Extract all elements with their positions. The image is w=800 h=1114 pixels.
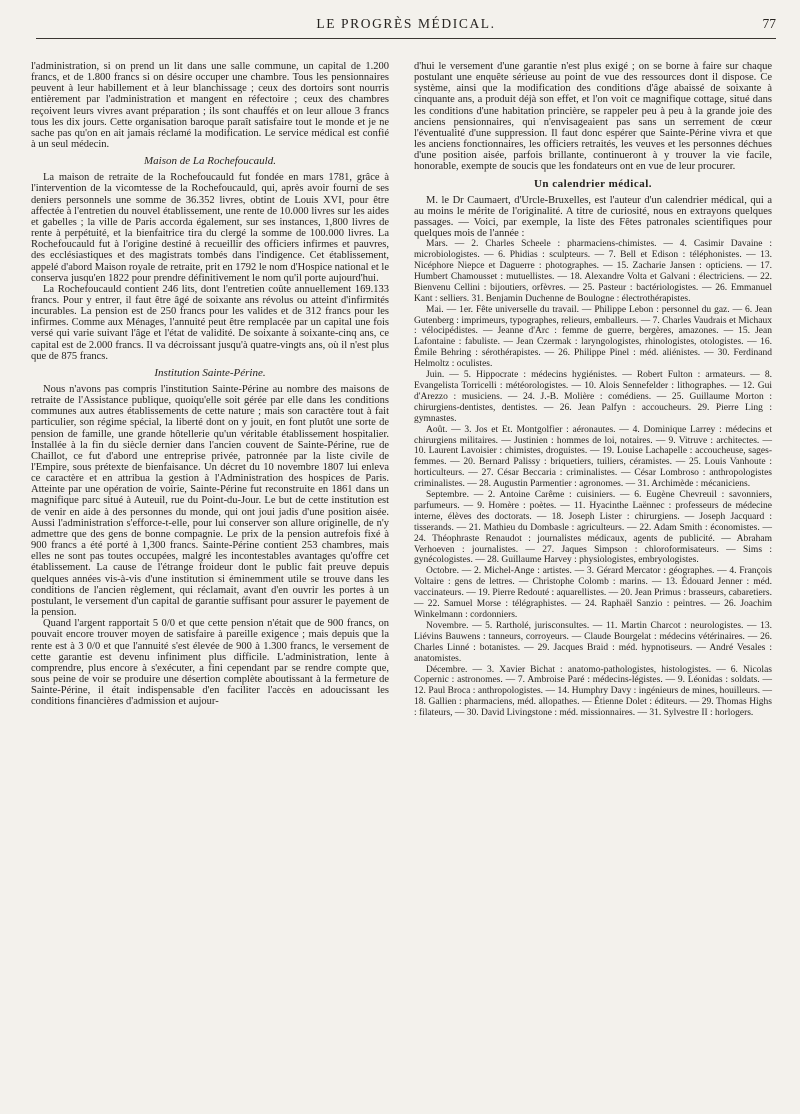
paragraph: d'hui le versement d'une garantie n'est plus exigé ; on se borne à faire sur chaque postulant une enquête sérieuse au point de vue des ressources dont il dispose. Ce système, ainsi que la modification des conditions d'âge abaissé de soixante à cinquante ans, a produit déjà son effet, et l'on voit ce magnifique cottage, situé dans les conditions d'une habitation princière, se rappeler peu à peu à la grande joie des anciens pensionnaires, qui n'envisageaient pas sans un serrement de cœur l'éventualité d'une suppression. Il faut donc espérer que Sainte-Périne vivra et que les anciens fonctionnaires, les officiers retraités, les veuves et les personnes déchues d'une position aisée, parfois brillante, continueront à y trouver la vie facile, honorable, exempte de soucis que les fondateurs ont en vue de leur procurer. (414, 61, 772, 173)
paragraph: La maison de retraite de la Rochefoucauld fut fondée en mars 1781, grâce à l'intervention de la vicomtesse de la Rochefoucauld, qui, après avoir fourni de ses deniers personnels une somme de 36.352 livres, obtint de Louis XVI, pour être affectée à l'entretien du nouvel établissement, une rente de 10.000 livres sur les aides et gabelles ; la ville de Paris accorda également, sur ses instances, 1,800 livres de rente à perpétuité, et la bienfaitrice tira du clergé la somme de 100.000 livres. La Rochefoucauld fut à l'origine destiné à recueillir des officiers infirmes et pauvres, des ecclésiastiques et des magistrats tombés dans l'indigence. Cet établissement, appelé d'abord Maison royale de retraite, prit en 1792 le nom d'Hospice national et le conserva jusqu'en 1822 pour prendre définitivement le nom qu'il porte aujourd'hui. (31, 172, 389, 284)
calendar-month-decembre: Décembre. — 3. Xavier Bichat : anatomo-pathologistes, histologistes. — 6. Nicolas Copernic : astronomes. — 7. Ambroise Paré : médecins-légistes. — 9. Léonidas : soldats. — 12. Paul Broca : anthropologistes. — 14. Humphry Davy : ingénieurs de mines, houilleurs. — 18. Gallien : pharmaciens, méd. allopathes. — Étienne Dolet : éditeurs. — 29. Thomas Highs : filateurs, — 30. David Livingstone : méd. missionnaires. — 31. Sylvestre II : horlogers. (414, 664, 772, 719)
running-header (36, 16, 776, 38)
calendar-month-juin: Juin. — 5. Hippocrate : médecins hygiénistes. — Robert Fulton : armateurs. — 8. Evangelista Torricelli : météorologistes. — 10. Alois Sennefelder : lithographes. — 12. Gui d'Arezzo : musiciens. — 24. J.-B. Molière : comédiens. — 25. Guillaume Morton : chirurgiens-dentistes, dentistes. — 26. Jean Palfyn : accoucheurs. 29. Pierre Ling : gymnastes. (414, 370, 772, 424)
page-number: 77 (762, 16, 776, 31)
section-heading-calendrier: Un calendrier médical. (533, 177, 653, 190)
left-column (31, 61, 389, 707)
paragraph: Quand l'argent rapportait 5 0/0 et que cette pension n'était que de 900 francs, on pouvait encore trouver moyen de satisfaire à pareille exigence ; mais depuis que la rente est à 3 0/0 et que l'annuité s'est élevée de 900 à 1.300 francs, le versement de cette garantie est devenu infiniment plus difficile. L'administration, lente à comprendre, plus encore à s'exécuter, a fini cependant par se rendre compte que, sous peine de voir se produire une désertion complète aboutissant à la fermeture de Sainte-Périne, il était indispensable d'en faciliter l'accès en adoucissant les conditions financières d'admission et aujour- (31, 618, 389, 708)
calendar-month-mars: Mars. — 2. Charles Scheele : pharmaciens-chimistes. — 4. Casimir Davaine : microbiologistes. — 6. Phidias : sculpteurs. — 7. Bell et Edison : téléphonistes. — 13. Nicéphore Niepce et Daguerre : photographes. — 15. Zacharie Jansen : opticiens. — 17. Humbert Chamousset : mutuellistes. — 18. Alexandre Volta et Galvani : électriciens. — 22. Bienvenu Cellini : bijoutiers, orfèvres. — 25. Pasteur : bactériologistes. — 26. Emmanuel Kant : selliers. 31. Benjamin Duchenne de Boulogne : électrothérapistes. (414, 239, 772, 304)
calendar-month-octobre: Octobre. — 2. Michel-Ange : artistes. — 3. Gérard Mercator : géographes. — 4. François Voltaire : gens de lettres. — Christophe Colomb : marins. — 13. Édouard Jenner : méd. vaccinateurs. — 19. Pierre Redouté : aquarellistes. — 20. Jean Primus : brasseurs, cabaretiers. — 22. Samuel Morse : télégraphistes. — 24. Raphaël Sanzio : peintres. — 26. Joachim Winkelmann : cordonniers. (414, 566, 772, 620)
calendar-month-septembre: Septembre. — 2. Antoine Carême : cuisiniers. — 6. Eugène Chevreuil : savonniers, parfumeurs. — 9. Homère : poètes. — 11. Hyacinthe Laënnec : professeurs de médecine interne, élèves des doctorats. — 18. Joseph Lister : chirurgiens. — Joseph Jacquard : tisserands. — 21. Mathieu du Dombasle : agriculteurs. — 22. Adam Smith : économistes. — 24. Théophraste Renaudot : journalistes médicaux, agents de publicité. — Abraham Verhoeven : journalistes. — 27. Jaques Simpson : chloroformisateurs. — Sims : gynécologistes. — 28. Guillaume Harvey : physiologistes, embryologistes. (414, 490, 772, 566)
paragraph: M. le Dr Caumaert, d'Urcle-Bruxelles, est l'auteur d'un calendrier médical, qui a au moins le mérite de l'originalité. A titre de curiosité, nous en extrayons quelques passages. — Voici, par exemple, la liste des Fêtes patronales scientifiques pour quelques mois de l'année : (414, 194, 772, 240)
paragraph: l'administration, si on prend un lit dans une salle commune, un capital de 1.200 francs, et de 1.800 francs si on désire occuper une chambre. Tous les pensionnaires peuvent à leur habillement et à leur blanchissage ; ceux des dortoirs sont nourris entièrement par l'administration et mangent en réfectoire ; ceux des chambres reçoivent leurs vivres avant préparation ; ils sont chauffés et on leur alloue 3 francs tous les dix jours. Cette organisation baroque paraît satisfaire tout le monde et je ne sache pas qu'on en ait jamais réclamé la modification. Le service médical est confié à un seul médecin. (31, 61, 389, 151)
right-column (414, 61, 772, 719)
paragraph: La Rochefoucauld contient 246 lits, dont l'entretien coûte annuellement 169.133 francs. Pour y entrer, il faut être âgé de soixante ans révolus ou atteint d'infirmités incurables. La pension est de 250 francs pour les valides et de 312 francs pour les infirmes. Comme aux Ménages, l'annuité peut être remplacée par un capital une fois versé qui varie suivant l'âge et l'état de validité. De soixante à soixante-cinq ans, ce capital est de 2.000 francs. Il va décroissant jusqu'à quatre-vingts ans, où il n'est plus que de 875 francs. (31, 283, 389, 362)
section-heading-sainte-perine: Institution Sainte-Périne. (154, 366, 266, 379)
calendar-list (414, 239, 772, 719)
calendar-month-mai: Mai. — 1er. Fête universelle du travail. — Philippe Lebon : personnel du gaz. — 6. Jean Gutenberg : imprimeurs, typographes, relieurs, emballeurs. — 7. Charles Vaudrais et Michaux : vélocipédistes. — Jeanne d'Arc : femme de guerre, bergères, amazones. — 15. Jean Lafontaine : fabuliste. — Jean Czermak : laryngologistes, rhinologistes, otologistes. — 16. Émile Behring : sérothérapistes. — 26. Philippe Pinel : méd. aliénistes. — 30. Ferdinand Helmoltz : oculistes. (414, 304, 772, 370)
journal-title: LE PROGRÈS MÉDICAL. (316, 16, 496, 31)
calendar-month-aout: Août. — 3. Jos et Et. Montgolfier : aéronautes. — 4. Dominique Larrey : médecins et chirurgiens militaires. — Justinien : hommes de loi, notaires. — 9. Vitruve : architectes. — 10. Laurent Lavoisier : chimistes, droguistes. — 19. Louise Lachapelle : accoucheuse, sages-femmes. — 20. Bernard Palissy : briquetiers, tuiliers, céramistes. — 25. Louis Vanhoute : horticulteurs. — 27. César Beccaria : criminalistes. — César Lombroso : anthropologistes criminalistes. — 28. Augustin Parmentier : agronomes. — 31. Archimède : mécaniciens. (414, 424, 772, 490)
calendar-month-novembre: Novembre. — 5. Rartholé, jurisconsultes. — 11. Martin Charcot : neurologistes. — 13. Liévins Bauwens : tanneurs, corroyeurs. — Claude Bourgelat : médecins vétérinaires. — 26. Charles Linné : botanistes. — 29. Jacques Braid : méd. hypnotiseurs. — André Vesales : anatomistes. (414, 620, 772, 664)
header-rule (36, 38, 776, 39)
paragraph: Nous n'avons pas compris l'institution Sainte-Périne au nombre des maisons de retraite de l'Assistance publique, quoiqu'elle soit gérée par elle dans les conditions communes aux autres établissements de cette nature ; mais son caractère tout à fait particulier, son régime spécial, la liberté dont on y jouit, en font plutôt une sorte de pension de famille, une grande hôtellerie qu'un véritable établissement hospitalier. Installée à la fin du siècle dernier dans l'ancien couvent de Sainte-Périne, rue de Chaillot, ce fut d'abord une entreprise privée, patronnée par la liste civile de l'Empire, sous prétexte de bienfaisance. Un décret du 10 novembre 1807 lui enleva ce caractère et en attribua la gestion à l'Administration des hospices de Paris. Atteinte par une opération de voirie, Sainte-Périne fut reconstruite en 1861 dans un magnifique parc situé à Auteuil, rue du Point-du-Jour. Le but de cette institution est de venir en aide à des personnes du monde, qui ont joui jadis d'une position aisée. Aussi l'administration s'efforce-t-elle, pour lui conserver son allure originelle, de n'y admettre que des gens de bonne compagnie. Le prix de la pension autrefois fixé à 900 francs a été porté à 1,300 francs. Sainte-Périne contient 253 chambres, mais elles ne sont pas toutes occupées, malgré les incontestables avantages qu'offre cet établissement. La cause de l'étrange froideur dont le public fait preuve depuis quelques années vis-à-vis d'une institution si éminemment utile se trouve dans les conditions de l'ancien règlement, qui réclamait, avant d'en ouvrir les portes à un postulant, le versement d'un capital de garantie suffisant pour assurer le payement de la pension. (31, 383, 389, 619)
section-heading-rochefoucauld: Maison de La Rochefoucauld. (144, 155, 276, 168)
